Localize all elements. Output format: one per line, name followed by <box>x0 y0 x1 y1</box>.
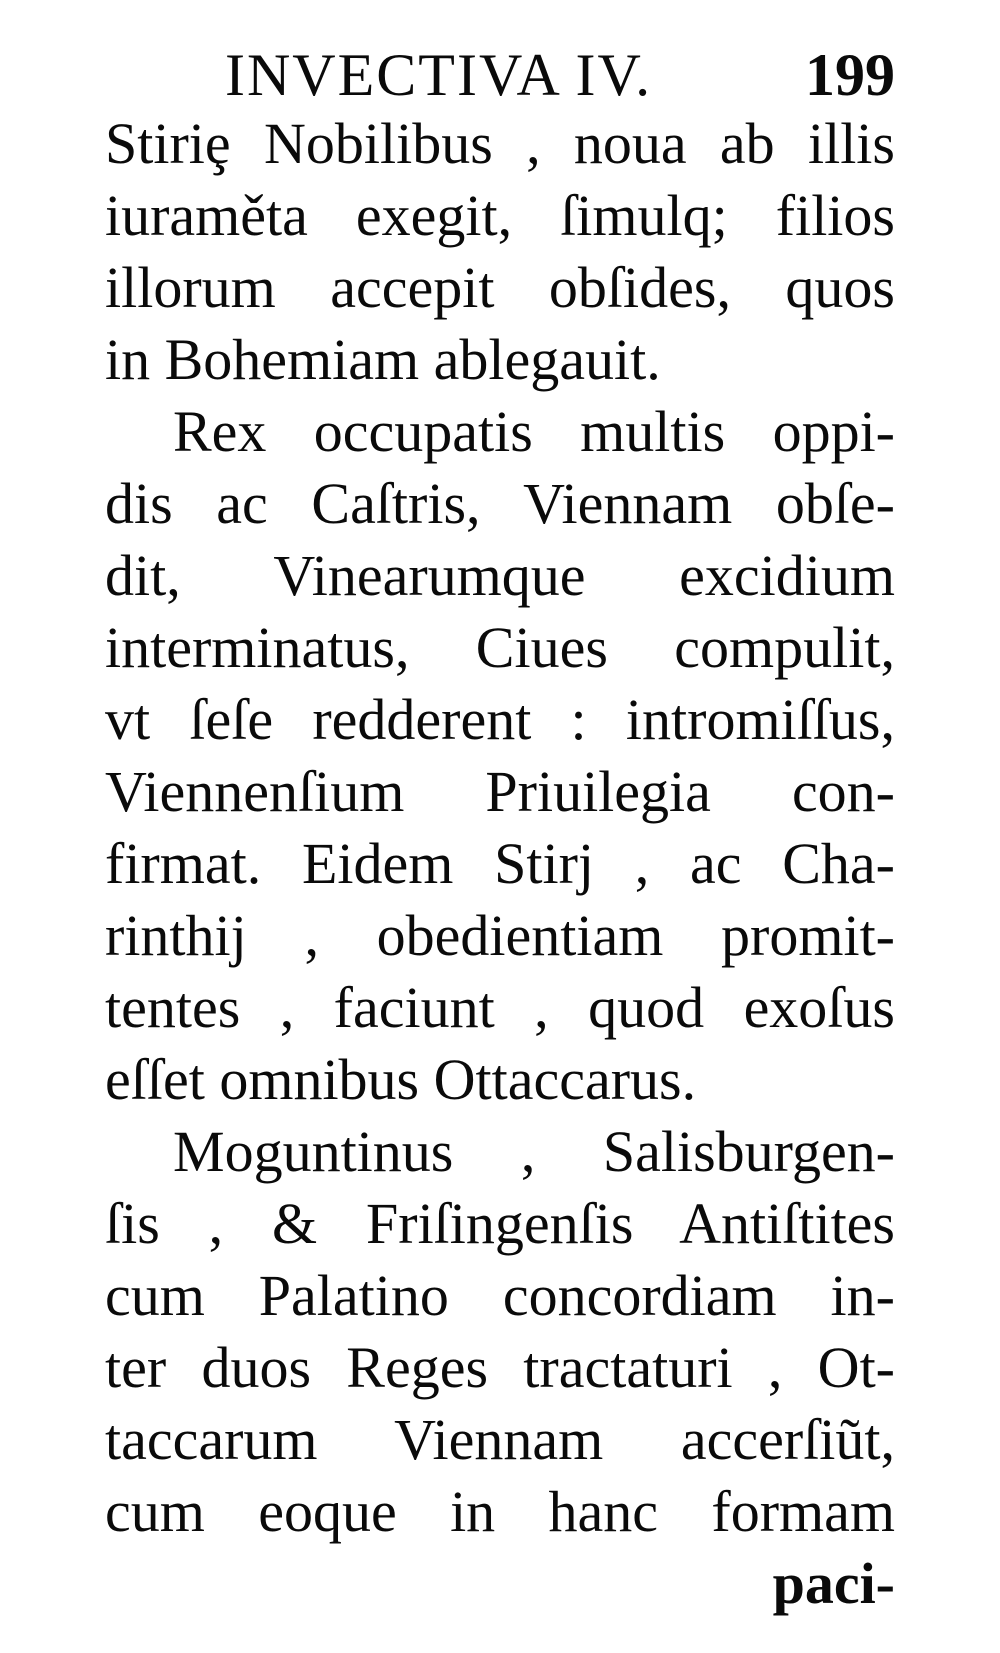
running-head: INVECTIVA IV. <box>225 42 653 108</box>
text-line: ſis , & Friſingenſis Antiſtites <box>105 1191 895 1256</box>
text-line: illorum accepit obſides, quos <box>105 255 895 320</box>
text-line: eſſet omnibus Ottaccarus. <box>105 1047 697 1112</box>
text-line: interminatus, Ciues compulit, <box>105 615 895 680</box>
text-line: dis ac Caſtris, Viennam obſe- <box>105 471 895 536</box>
text-line: Stiriȩ Nobilibus , noua ab illis <box>105 111 895 176</box>
catchword: paci- <box>772 1551 895 1616</box>
text-line: tentes , faciunt , quod exoſus <box>105 975 895 1040</box>
text-line: rinthij , obedientiam promit- <box>105 903 895 968</box>
text-line: taccarum Viennam accerſiũt, <box>105 1407 895 1472</box>
text-line: cum Palatino concordiam in- <box>105 1263 895 1328</box>
text-line: Moguntinus , Salisburgen- <box>173 1119 895 1184</box>
page-header <box>225 40 895 110</box>
text-line: in Bohemiam ablegauit. <box>105 327 661 392</box>
text-line: firmat. Eidem Stirj , ac Cha- <box>105 831 895 896</box>
text-line: cum eoque in hanc formam <box>105 1479 895 1544</box>
text-line: dit, Vinearumque excidium <box>105 543 895 608</box>
page-number: 199 <box>805 42 895 108</box>
text-line: Viennenſium Priuilegia con- <box>105 759 895 824</box>
text-line: Rex occupatis multis oppi- <box>173 399 895 464</box>
body-text <box>105 108 895 1620</box>
text-line: iuraměta exegit, ſimulq; filios <box>105 183 895 248</box>
text-line: ter duos Reges tractaturi , Ot- <box>105 1335 895 1400</box>
text-line: vt ſeſe redderent : intromiſſus, <box>105 687 895 752</box>
